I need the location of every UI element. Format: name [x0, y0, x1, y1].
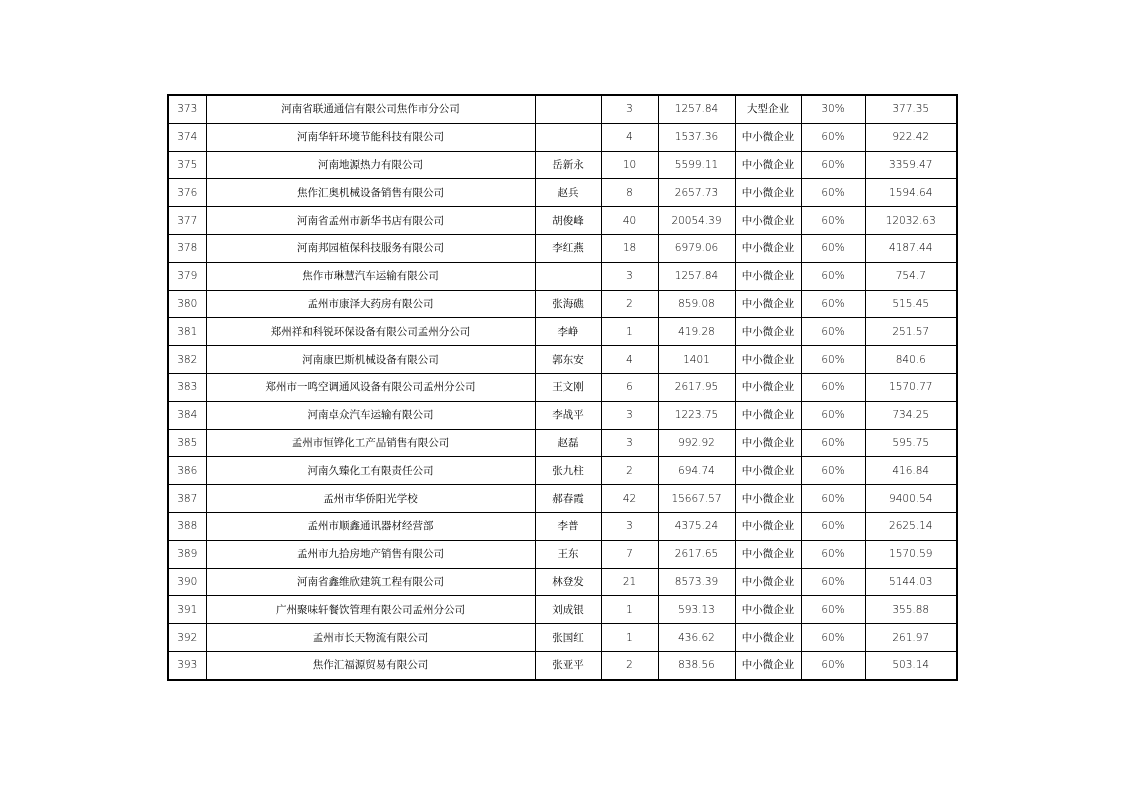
enterprise-type-cell: 中小微企业	[735, 540, 801, 568]
table-row	[168, 373, 957, 401]
table-row	[168, 207, 957, 235]
headcount-cell: 2	[601, 457, 658, 485]
company-name-cell: 河南邦园植保科技服务有限公司	[206, 234, 535, 262]
seq-cell: 374	[168, 123, 206, 151]
contact-cell: 岳新永	[535, 151, 601, 179]
seq-cell: 390	[168, 568, 206, 596]
seq-cell: 385	[168, 429, 206, 457]
enterprise-type-cell: 中小微企业	[735, 151, 801, 179]
company-name-cell: 河南康巴斯机械设备有限公司	[206, 346, 535, 374]
seq-cell: 376	[168, 179, 206, 207]
enterprise-type-cell: 中小微企业	[735, 262, 801, 290]
amount-cell: 2617.65	[658, 540, 735, 568]
refund-cell: 1594.64	[865, 179, 957, 207]
company-name-cell: 河南华轩环境节能科技有限公司	[206, 123, 535, 151]
refund-cell: 416.84	[865, 457, 957, 485]
refund-cell: 1570.59	[865, 540, 957, 568]
amount-cell: 5599.11	[658, 151, 735, 179]
refund-cell: 2625.14	[865, 512, 957, 540]
amount-cell: 8573.39	[658, 568, 735, 596]
contact-cell: 李战平	[535, 401, 601, 429]
table-row	[168, 346, 957, 374]
company-name-cell: 河南地源热力有限公司	[206, 151, 535, 179]
table-row	[168, 318, 957, 346]
headcount-cell: 1	[601, 318, 658, 346]
contact-cell: 李峥	[535, 318, 601, 346]
table-row	[168, 485, 957, 513]
table-row	[168, 540, 957, 568]
enterprise-type-cell: 中小微企业	[735, 429, 801, 457]
headcount-cell: 7	[601, 540, 658, 568]
amount-cell: 992.92	[658, 429, 735, 457]
contact-cell: 张九柱	[535, 457, 601, 485]
seq-cell: 373	[168, 95, 206, 123]
table-row	[168, 401, 957, 429]
ratio-cell: 60%	[801, 485, 865, 513]
amount-cell: 15667.57	[658, 485, 735, 513]
contact-cell: 刘成银	[535, 596, 601, 624]
amount-cell: 6979.06	[658, 234, 735, 262]
amount-cell: 1257.84	[658, 95, 735, 123]
seq-cell: 386	[168, 457, 206, 485]
contact-cell: 李红燕	[535, 234, 601, 262]
company-name-cell: 河南省鑫维欣建筑工程有限公司	[206, 568, 535, 596]
amount-cell: 694.74	[658, 457, 735, 485]
refund-cell: 595.75	[865, 429, 957, 457]
amount-cell: 859.08	[658, 290, 735, 318]
amount-cell: 1401	[658, 346, 735, 374]
amount-cell: 2617.95	[658, 373, 735, 401]
company-name-cell: 郑州祥和科锐环保设备有限公司孟州分公司	[206, 318, 535, 346]
seq-cell: 392	[168, 624, 206, 652]
seq-cell: 381	[168, 318, 206, 346]
table-row	[168, 624, 957, 652]
headcount-cell: 4	[601, 346, 658, 374]
enterprise-type-cell: 中小微企业	[735, 457, 801, 485]
table-body	[168, 95, 957, 680]
company-name-cell: 焦作市琳慧汽车运输有限公司	[206, 262, 535, 290]
contact-cell: 郭东安	[535, 346, 601, 374]
contact-cell: 赵兵	[535, 179, 601, 207]
refund-cell: 734.25	[865, 401, 957, 429]
contact-cell: 张亚平	[535, 651, 601, 679]
ratio-cell: 60%	[801, 290, 865, 318]
seq-cell: 388	[168, 512, 206, 540]
seq-cell: 391	[168, 596, 206, 624]
enterprise-type-cell: 大型企业	[735, 95, 801, 123]
table-row	[168, 290, 957, 318]
headcount-cell: 4	[601, 123, 658, 151]
enterprise-type-cell: 中小微企业	[735, 485, 801, 513]
headcount-cell: 1	[601, 624, 658, 652]
refund-cell: 9400.54	[865, 485, 957, 513]
headcount-cell: 3	[601, 512, 658, 540]
company-name-cell: 焦作汇奥机械设备销售有限公司	[206, 179, 535, 207]
table-row	[168, 234, 957, 262]
enterprise-type-cell: 中小微企业	[735, 568, 801, 596]
company-name-cell: 河南省联通通信有限公司焦作市分公司	[206, 95, 535, 123]
table-row	[168, 123, 957, 151]
refund-cell: 355.88	[865, 596, 957, 624]
enterprise-type-cell: 中小微企业	[735, 512, 801, 540]
amount-cell: 436.62	[658, 624, 735, 652]
ratio-cell: 60%	[801, 651, 865, 679]
company-name-cell: 河南久臻化工有限责任公司	[206, 457, 535, 485]
enterprise-type-cell: 中小微企业	[735, 123, 801, 151]
seq-cell: 384	[168, 401, 206, 429]
ratio-cell: 60%	[801, 318, 865, 346]
headcount-cell: 3	[601, 95, 658, 123]
seq-cell: 389	[168, 540, 206, 568]
headcount-cell: 21	[601, 568, 658, 596]
amount-cell: 1223.75	[658, 401, 735, 429]
refund-cell: 12032.63	[865, 207, 957, 235]
company-name-cell: 广州聚味轩餐饮管理有限公司孟州分公司	[206, 596, 535, 624]
refund-cell: 503.14	[865, 651, 957, 679]
amount-cell: 838.56	[658, 651, 735, 679]
amount-cell: 1537.36	[658, 123, 735, 151]
seq-cell: 387	[168, 485, 206, 513]
ratio-cell: 60%	[801, 540, 865, 568]
table-row	[168, 262, 957, 290]
amount-cell: 2657.73	[658, 179, 735, 207]
seq-cell: 393	[168, 651, 206, 679]
headcount-cell: 18	[601, 234, 658, 262]
headcount-cell: 6	[601, 373, 658, 401]
contact-cell: 王文刚	[535, 373, 601, 401]
refund-cell: 754.7	[865, 262, 957, 290]
headcount-cell: 3	[601, 401, 658, 429]
company-name-cell: 孟州市顺鑫通讯器材经营部	[206, 512, 535, 540]
ratio-cell: 60%	[801, 123, 865, 151]
enterprise-type-cell: 中小微企业	[735, 179, 801, 207]
enterprise-type-cell: 中小微企业	[735, 596, 801, 624]
enterprise-type-cell: 中小微企业	[735, 234, 801, 262]
table-row	[168, 568, 957, 596]
refund-cell: 5144.03	[865, 568, 957, 596]
enterprise-type-cell: 中小微企业	[735, 401, 801, 429]
table-row	[168, 651, 957, 679]
company-name-cell: 孟州市恒铧化工产品销售有限公司	[206, 429, 535, 457]
table-row	[168, 512, 957, 540]
contact-cell: 王东	[535, 540, 601, 568]
amount-cell: 4375.24	[658, 512, 735, 540]
enterprise-type-cell: 中小微企业	[735, 207, 801, 235]
headcount-cell: 42	[601, 485, 658, 513]
headcount-cell: 40	[601, 207, 658, 235]
enterprise-type-cell: 中小微企业	[735, 290, 801, 318]
refund-cell: 251.57	[865, 318, 957, 346]
contact-cell	[535, 123, 601, 151]
headcount-cell: 1	[601, 596, 658, 624]
seq-cell: 375	[168, 151, 206, 179]
enterprise-type-cell: 中小微企业	[735, 373, 801, 401]
seq-cell: 379	[168, 262, 206, 290]
ratio-cell: 60%	[801, 346, 865, 374]
company-name-cell: 孟州市康泽大药房有限公司	[206, 290, 535, 318]
ratio-cell: 60%	[801, 596, 865, 624]
table-row	[168, 429, 957, 457]
ratio-cell: 60%	[801, 401, 865, 429]
ratio-cell: 30%	[801, 95, 865, 123]
ratio-cell: 60%	[801, 624, 865, 652]
enterprise-type-cell: 中小微企业	[735, 318, 801, 346]
table-row	[168, 457, 957, 485]
table-row	[168, 95, 957, 123]
seq-cell: 383	[168, 373, 206, 401]
refund-cell: 261.97	[865, 624, 957, 652]
amount-cell: 593.13	[658, 596, 735, 624]
ratio-cell: 60%	[801, 234, 865, 262]
headcount-cell: 2	[601, 290, 658, 318]
company-name-cell: 孟州市长天物流有限公司	[206, 624, 535, 652]
contact-cell: 胡俊峰	[535, 207, 601, 235]
refund-cell: 377.35	[865, 95, 957, 123]
data-table	[167, 94, 958, 681]
table-row	[168, 179, 957, 207]
company-name-cell: 河南卓众汽车运输有限公司	[206, 401, 535, 429]
contact-cell: 赵磊	[535, 429, 601, 457]
amount-cell: 419.28	[658, 318, 735, 346]
ratio-cell: 60%	[801, 179, 865, 207]
contact-cell: 张国红	[535, 624, 601, 652]
ratio-cell: 60%	[801, 373, 865, 401]
ratio-cell: 60%	[801, 512, 865, 540]
refund-cell: 4187.44	[865, 234, 957, 262]
headcount-cell: 2	[601, 651, 658, 679]
seq-cell: 377	[168, 207, 206, 235]
contact-cell: 张海礁	[535, 290, 601, 318]
ratio-cell: 60%	[801, 262, 865, 290]
refund-cell: 515.45	[865, 290, 957, 318]
amount-cell: 20054.39	[658, 207, 735, 235]
enterprise-type-cell: 中小微企业	[735, 624, 801, 652]
refund-cell: 3359.47	[865, 151, 957, 179]
headcount-cell: 10	[601, 151, 658, 179]
contact-cell: 李普	[535, 512, 601, 540]
company-name-cell: 孟州市华侨阳光学校	[206, 485, 535, 513]
table-row	[168, 151, 957, 179]
ratio-cell: 60%	[801, 457, 865, 485]
seq-cell: 382	[168, 346, 206, 374]
seq-cell: 380	[168, 290, 206, 318]
seq-cell: 378	[168, 234, 206, 262]
contact-cell: 郝春霞	[535, 485, 601, 513]
headcount-cell: 3	[601, 429, 658, 457]
company-name-cell: 焦作汇福源贸易有限公司	[206, 651, 535, 679]
contact-cell	[535, 95, 601, 123]
ratio-cell: 60%	[801, 207, 865, 235]
enterprise-type-cell: 中小微企业	[735, 346, 801, 374]
refund-cell: 1570.77	[865, 373, 957, 401]
ratio-cell: 60%	[801, 429, 865, 457]
company-name-cell: 孟州市九拾房地产销售有限公司	[206, 540, 535, 568]
ratio-cell: 60%	[801, 568, 865, 596]
amount-cell: 1257.84	[658, 262, 735, 290]
company-name-cell: 郑州市一鸣空调通风设备有限公司孟州分公司	[206, 373, 535, 401]
company-name-cell: 河南省孟州市新华书店有限公司	[206, 207, 535, 235]
table-row	[168, 596, 957, 624]
headcount-cell: 3	[601, 262, 658, 290]
enterprise-type-cell: 中小微企业	[735, 651, 801, 679]
headcount-cell: 8	[601, 179, 658, 207]
refund-cell: 922.42	[865, 123, 957, 151]
refund-cell: 840.6	[865, 346, 957, 374]
ratio-cell: 60%	[801, 151, 865, 179]
contact-cell	[535, 262, 601, 290]
contact-cell: 林登发	[535, 568, 601, 596]
